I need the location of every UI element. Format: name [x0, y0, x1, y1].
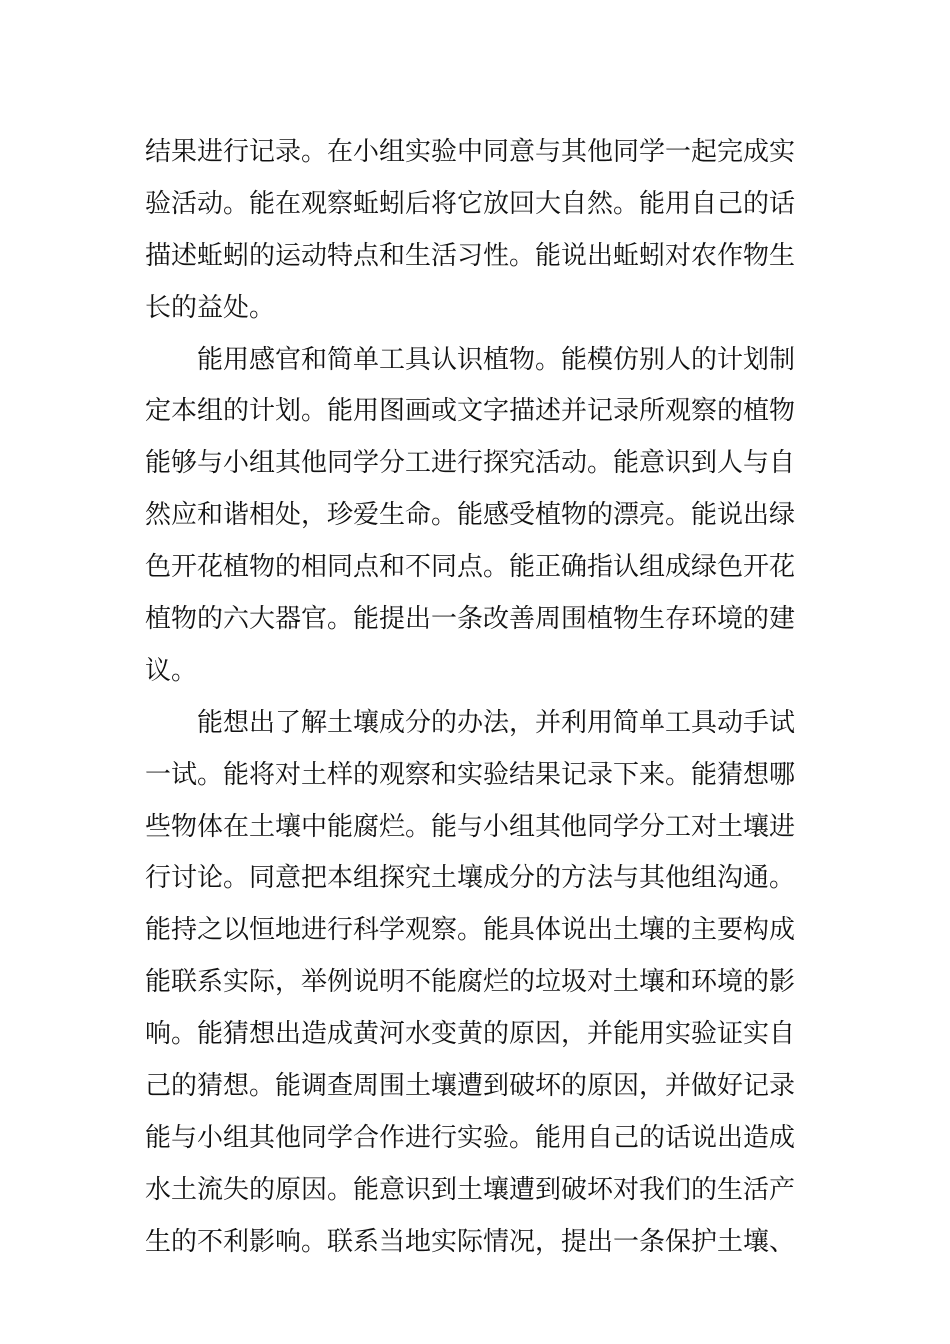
text-line: 己的猜想。能调查周围土壤遭到破坏的原因，并做好记录 — [145, 1071, 796, 1102]
text-line: 一试。能将对土样的观察和实验结果记录下来。能猜想哪 — [145, 759, 796, 790]
text-line: 行讨论。同意把本组探究土壤成分的方法与其他组沟通。 — [145, 863, 796, 894]
text-line: 植物的六大器官。能提出一条改善周围植物生存环境的建 — [145, 604, 796, 635]
text-line: 议。 — [145, 655, 198, 686]
text-line: 然应和谐相处，珍爱生命。能感受植物的漂亮。能说出绿 — [145, 500, 796, 531]
text-line: 定本组的计划。能用图画或文字描述并记录所观察的植物 — [145, 396, 796, 427]
text-line: 水土流失的原因。能意识到土壤遭到破坏对我们的生活产 — [145, 1174, 796, 1205]
text-line: 能持之以恒地进行科学观察。能具体说出土壤的主要构成 — [145, 915, 796, 946]
paragraph-first-line: 能想出了解土壤成分的办法，并利用简单工具动手试 — [197, 707, 796, 738]
text-line: 生的不利影响。联系当地实际情况，提出一条保护土壤、 — [145, 1226, 796, 1257]
text-line: 结果进行记录。在小组实验中同意与其他同学一起完成实 — [145, 137, 796, 167]
body-text — [145, 127, 810, 1269]
text-line: 长的益处。 — [145, 292, 276, 323]
text-line: 能联系实际，举例说明不能腐烂的垃圾对土壤和环境的影 — [145, 967, 796, 998]
text-line: 响。能猜想出造成黄河水变黄的原因，并能用实验证实自 — [145, 1019, 796, 1050]
paragraph-first-line: 能用感官和简单工具认识植物。能模仿别人的计划制 — [197, 344, 796, 375]
text-line: 能与小组其他同学合作进行实验。能用自己的话说出造成 — [145, 1122, 796, 1153]
text-line: 能够与小组其他同学分工进行探究活动。能意识到人与自 — [145, 448, 796, 479]
text-line: 验活动。能在观察蚯蚓后将它放回大自然。能用自己的话 — [145, 188, 796, 219]
text-line: 描述蚯蚓的运动特点和生活习性。能说出蚯蚓对农作物生 — [145, 240, 796, 271]
text-line: 色开花植物的相同点和不同点。能正确指认组成绿色开花 — [145, 552, 796, 583]
text-line: 些物体在土壤中能腐烂。能与小组其他同学分工对土壤进 — [145, 811, 796, 842]
